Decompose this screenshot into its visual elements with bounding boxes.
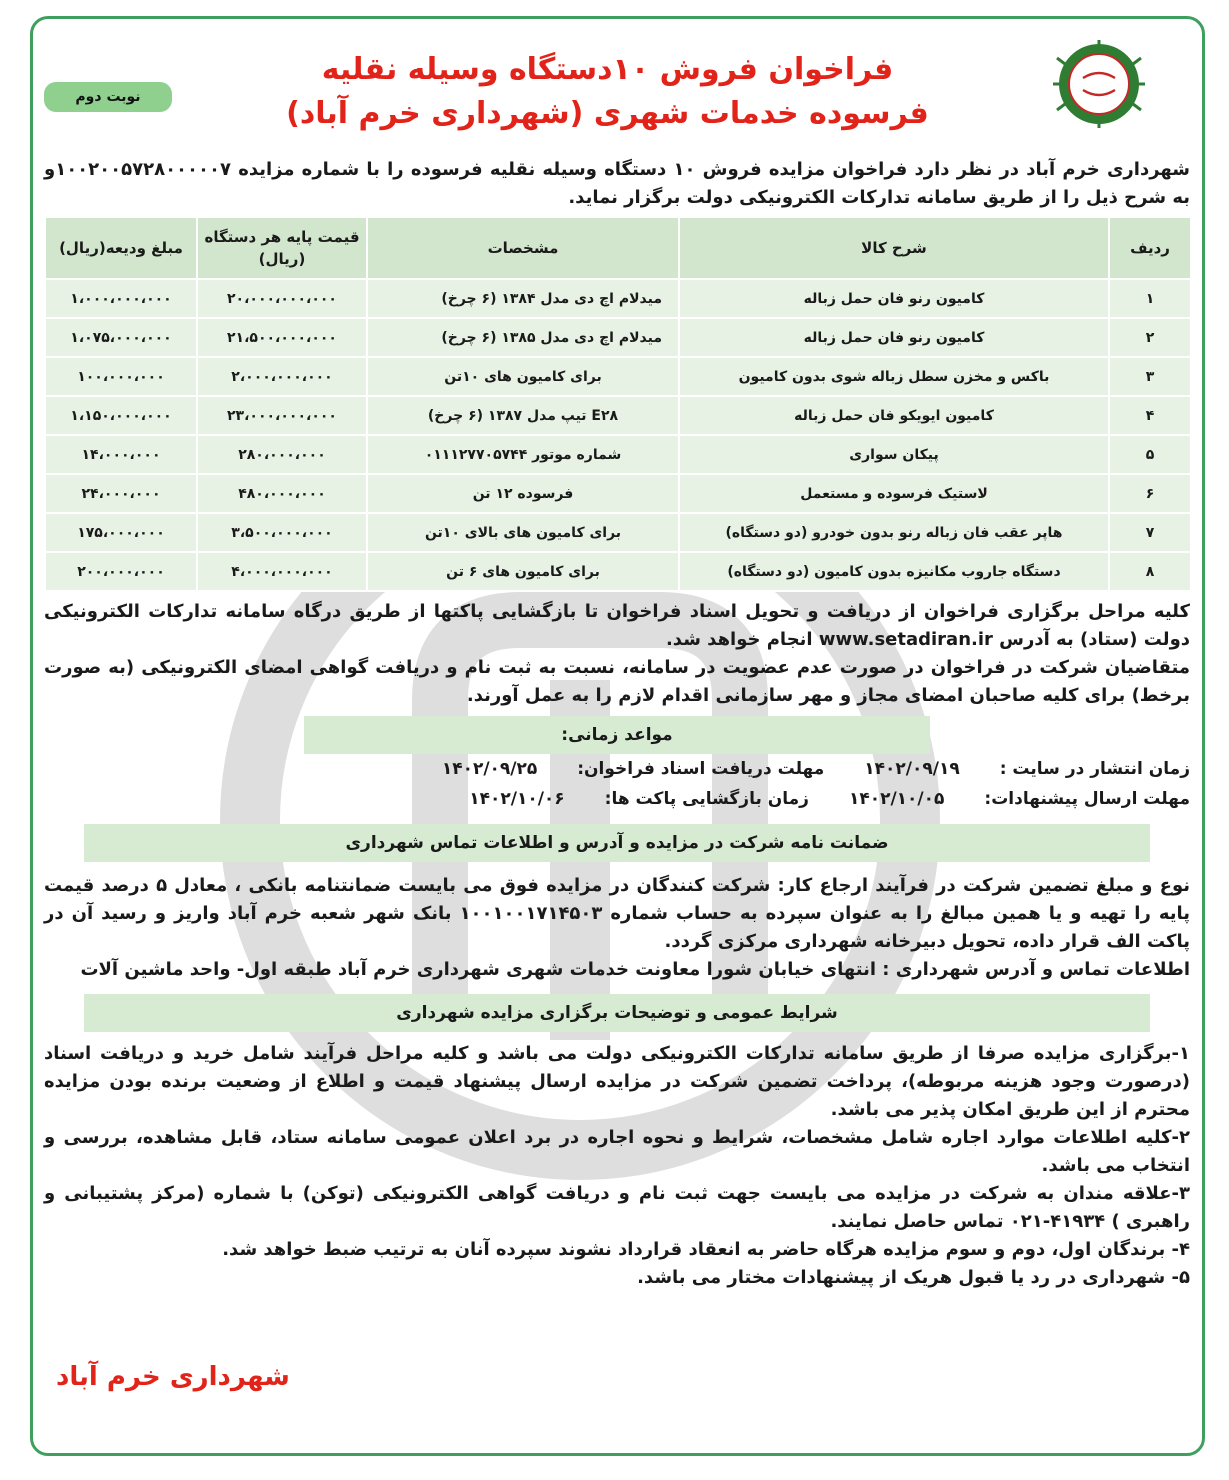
cell-spec: میدلام اچ دی مدل ۱۳۸۵ (۶ چرخ) [366, 319, 678, 358]
cell-deposit: ۲۴،۰۰۰،۰۰۰ [44, 475, 196, 514]
table-row [44, 475, 1190, 514]
cell-row: ۳ [1108, 358, 1190, 397]
cell-row: ۴ [1108, 397, 1190, 436]
cell-row: ۵ [1108, 436, 1190, 475]
applicants-paragraph: متقاضیان شرکت در فراخوان در صورت عدم عضویت در سامانه، نسبت به ثبت نام و دریافت گواهی امضای الکترونیکی (به صورت برخط) برای کلیه صاحبان امضای مجاز و مهر سازمانی اقدام لازم را به عمل آورند. [44, 657, 1190, 706]
title-line-1: فراخوان فروش ۱۰دستگاه وسیله نقلیه [321, 52, 894, 87]
municipality-logo-icon [1043, 38, 1155, 130]
cell-price: ۲،۰۰۰،۰۰۰،۰۰۰ [196, 358, 366, 397]
table-row [44, 514, 1190, 553]
cell-spec: میدلام اچ دی مدل ۱۳۸۴ (۶ چرخ) [366, 280, 678, 319]
cell-price: ۴،۰۰۰،۰۰۰،۰۰۰ [196, 553, 366, 592]
guarantee-text: نوع و مبلغ تضمین شرکت در فرآیند ارجاع کار: شرکت کنندگان در مزایده فوق می بایست ضمانتنامه بانکی ، معادل ۵ درصد قیمت پایه را تهیه و یا همین مبالغ را به عنوان سپرده به حساب شماره ۱۰۰۱۰۰۱۷۱۴۵۰۳ بانک شهر شعبه خرم آباد واریز و رسید آن در پاکت الف قرار داده، تحویل دبیرخانه شهرداری مرکزی گردد. [44, 875, 1191, 952]
cell-deposit: ۱،۰۷۵،۰۰۰،۰۰۰ [44, 319, 196, 358]
timeline-heading: مواعد زمانی: [304, 716, 930, 754]
cell-row: ۶ [1108, 475, 1190, 514]
cell-price: ۳،۵۰۰،۰۰۰،۰۰۰ [196, 514, 366, 553]
col-price: قیمت پایه هر دستگاه (ریال) [196, 218, 366, 280]
cell-row: ۷ [1108, 514, 1190, 553]
cell-deposit: ۱۴،۰۰۰،۰۰۰ [44, 436, 196, 475]
col-row: ردیف [1108, 218, 1190, 280]
cell-row: ۲ [1108, 319, 1190, 358]
table-row [44, 436, 1190, 475]
table-row [44, 319, 1190, 358]
intro-paragraph: شهرداری خرم آباد در نظر دارد فراخوان مزایده فروش ۱۰ دستگاه وسیله نقلیه فرسوده را با شماره مزایده ۱۰۰۲۰۰۵۷۲۸۰۰۰۰۰۷و به شرح ذیل را از طریق سامانه تدارکات الکترونیکی دولت برگزار نماید. [44, 159, 1190, 208]
cell-row: ۱ [1108, 280, 1190, 319]
docs-label: مهلت دریافت اسناد فراخوان: [577, 759, 825, 779]
conditions-heading: شرایط عمومی و توضیحات برگزاری مزایده شهرداری [84, 994, 1150, 1032]
cell-spec: برای کامیون های ۱۰تن [366, 358, 678, 397]
cell-deposit: ۱۷۵،۰۰۰،۰۰۰ [44, 514, 196, 553]
timeline-row-2 [44, 784, 1190, 814]
table-row [44, 280, 1190, 319]
open-date: ۱۴۰۲/۱۰/۰۶ [469, 789, 565, 809]
page-title [180, 48, 1035, 136]
publish-date: ۱۴۰۲/۰۹/۱۹ [864, 759, 960, 779]
header [30, 20, 1205, 140]
signature: شهرداری خرم آباد [56, 1362, 290, 1392]
condition-item: ۳-علاقه مندان به شرکت در مزایده می بایست جهت ثبت نام و دریافت گواهی الکترونیکی (توکن) با شماره (مرکز پشتیبانی و راهبری ) ۴۱۹۳۴-۰۲۱ تماس حاصل نمایند. [44, 1183, 1190, 1232]
cell-item: کامیون رنو فان حمل زباله [678, 280, 1108, 319]
condition-item: ۵- شهرداری در رد یا قبول هریک از پیشنهادات مختار می باشد. [637, 1267, 1190, 1288]
title-line-2: فرسوده خدمات شهری (شهرداری خرم آباد) [286, 96, 929, 131]
condition-item: ۱-برگزاری مزایده صرفا از طریق سامانه تدارکات الکترونیکی دولت می باشد و کلیه مراحل فرآیند شامل خرید و دریافت اسناد (درصورت وجود هزینه مربوطه)، پرداخت تضمین شرکت در مزایده ارسال پیشنهاد قیمت و اطلاع از وضعیت برنده بودن مزایده محترم از این طریق امکان پذیر می باشد. [44, 1043, 1190, 1120]
cell-spec: برای کامیون های بالای ۱۰تن [366, 514, 678, 553]
cell-row: ۸ [1108, 553, 1190, 592]
cell-price: ۴۸۰،۰۰۰،۰۰۰ [196, 475, 366, 514]
table-row [44, 553, 1190, 592]
cell-item: پیکان سواری [678, 436, 1108, 475]
second-notice-badge: نوبت دوم [44, 82, 172, 112]
submit-date: ۱۴۰۲/۱۰/۰۵ [848, 789, 945, 809]
items-table [44, 218, 1190, 592]
cell-item: هاپر عقب فان زباله رنو بدون خودرو (دو دستگاه) [678, 514, 1108, 553]
cell-spec: فرسوده ۱۲ تن [366, 475, 678, 514]
col-item: شرح کالا [678, 218, 1108, 280]
cell-price: ۲۳،۰۰۰،۰۰۰،۰۰۰ [196, 397, 366, 436]
guarantee-heading: ضمانت نامه شرکت در مزایده و آدرس و اطلاعات تماس شهرداری [84, 824, 1150, 862]
table-row [44, 397, 1190, 436]
cell-item: باکس و مخزن سطل زباله شوی بدون کامیون [678, 358, 1108, 397]
col-deposit: مبلغ ودیعه(ریال) [44, 218, 196, 280]
col-spec: مشخصات [366, 218, 678, 280]
cell-item: کامیون ایویکو فان حمل زباله [678, 397, 1108, 436]
cell-spec: شماره موتور ۰۱۱۱۲۷۷۰۵۷۴۴ [366, 436, 678, 475]
cell-spec: برای کامیون های ۶ تن [366, 553, 678, 592]
cell-item: لاستیک فرسوده و مستعمل [678, 475, 1108, 514]
timeline-block [44, 754, 1190, 814]
cell-item: کامیون رنو فان حمل زباله [678, 319, 1108, 358]
cell-price: ۲۱،۵۰۰،۰۰۰،۰۰۰ [196, 319, 366, 358]
cell-deposit: ۲۰۰،۰۰۰،۰۰۰ [44, 553, 196, 592]
condition-item: ۴- برندگان اول، دوم و سوم مزایده هرگاه حاضر به انعقاد قرارداد نشوند سپرده آنان به ترتیب ضبط خواهد شد. [222, 1239, 1190, 1260]
contact-text: اطلاعات تماس و آدرس شهرداری : انتهای خیابان شورا معاونت خدمات شهری شهرداری خرم آباد طبقه اول- واحد ماشین آلات [80, 959, 1190, 980]
cell-deposit: ۱۰۰،۰۰۰،۰۰۰ [44, 358, 196, 397]
submit-label: مهلت ارسال پیشنهادات: [984, 789, 1190, 809]
cell-price: ۲۸۰،۰۰۰،۰۰۰ [196, 436, 366, 475]
docs-date: ۱۴۰۲/۰۹/۲۵ [441, 759, 538, 779]
publish-label: زمان انتشار در سایت : [999, 759, 1190, 779]
stages-paragraph: کلیه مراحل برگزاری فراخوان از دریافت و تحویل اسناد فراخوان تا بازگشایی پاکتها از طریق درگاه سامانه تدارکات الکترونیکی دولت (ستاد) به آدرس www.setadiran.ir انجام خواهد شد. [44, 601, 1190, 650]
table-row [44, 358, 1190, 397]
condition-item: ۲-کلیه اطلاعات موارد اجاره شامل مشخصات، شرایط و نحوه اجاره در برد اعلان عمومی سامانه ستاد، قابل مشاهده، بررسی و انتخاب می باشد. [44, 1127, 1190, 1176]
cell-item: دستگاه جاروب مکانیزه بدون کامیون (دو دستگاه) [678, 553, 1108, 592]
table-header-row [44, 218, 1190, 280]
cell-deposit: ۱،۰۰۰،۰۰۰،۰۰۰ [44, 280, 196, 319]
cell-spec: E۲۸ تیپ مدل ۱۳۸۷ (۶ چرخ) [366, 397, 678, 436]
cell-price: ۲۰،۰۰۰،۰۰۰،۰۰۰ [196, 280, 366, 319]
open-label: زمان بازگشایی پاکت ها: [604, 789, 809, 809]
cell-deposit: ۱،۱۵۰،۰۰۰،۰۰۰ [44, 397, 196, 436]
timeline-row-1 [44, 754, 1190, 784]
main-content [44, 156, 1190, 1292]
